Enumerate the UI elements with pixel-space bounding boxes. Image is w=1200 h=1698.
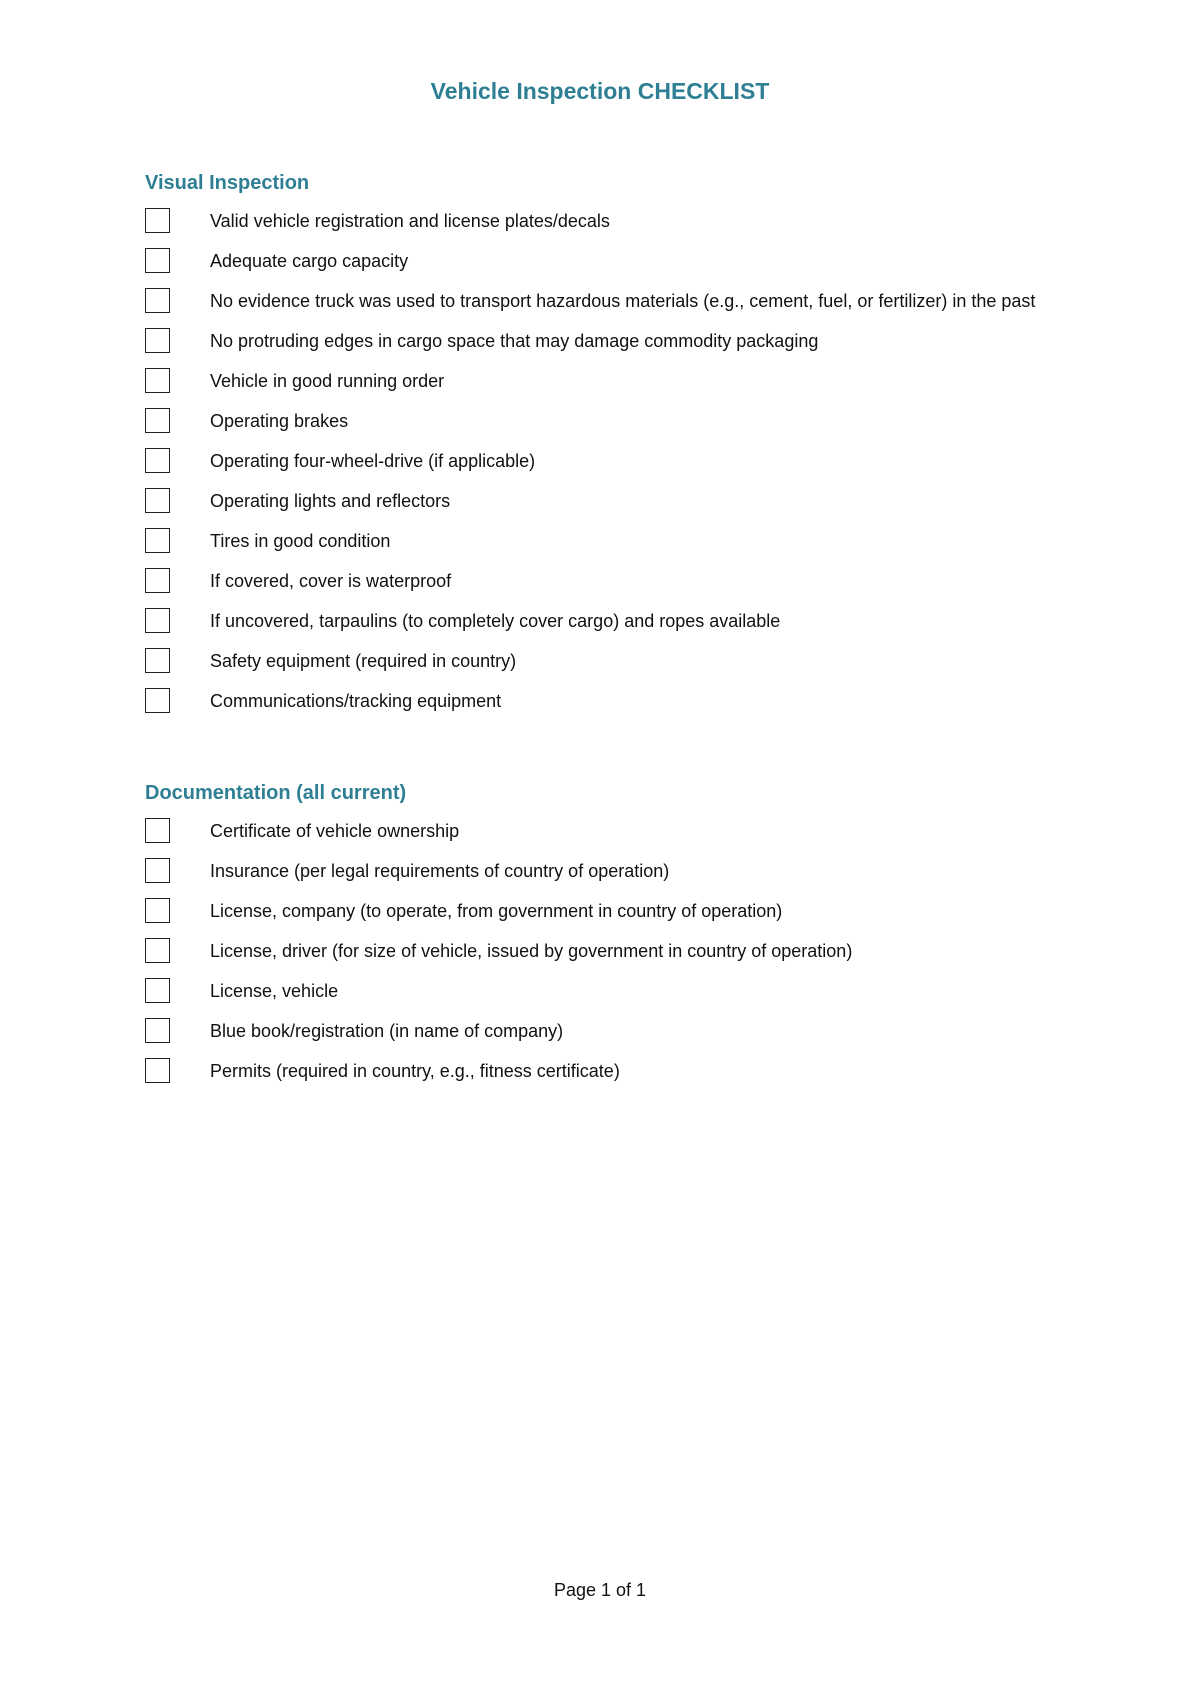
checklist-item-label: Vehicle in good running order — [210, 371, 445, 391]
checklist-item — [145, 287, 1075, 315]
checklist-item — [145, 447, 1075, 475]
checklist-item-label: Operating brakes — [210, 411, 349, 431]
checklist-item — [145, 207, 1075, 235]
checkbox[interactable] — [145, 568, 170, 593]
checkbox[interactable] — [145, 608, 170, 633]
checklist-item-label: If uncovered, tarpaulins (to completely cover cargo) and ropes available — [210, 611, 781, 631]
checkbox[interactable] — [145, 898, 170, 923]
checkbox[interactable] — [145, 368, 170, 393]
checkbox[interactable] — [145, 408, 170, 433]
checkbox[interactable] — [145, 328, 170, 353]
checkbox[interactable] — [145, 818, 170, 843]
checklist-item — [145, 367, 1075, 395]
checklist-item — [145, 1017, 1075, 1045]
checkbox[interactable] — [145, 688, 170, 713]
checklist-item — [145, 407, 1075, 435]
checkbox[interactable] — [145, 288, 170, 313]
checklist — [145, 207, 1075, 715]
checkbox[interactable] — [145, 648, 170, 673]
page-footer: Page 1 of 1 — [553, 1580, 647, 1600]
checklist — [145, 817, 1075, 1085]
checklist-item-label: License, driver (for size of vehicle, issued by government in country of operation) — [210, 941, 853, 961]
section-heading: Visual Inspection — [145, 172, 310, 194]
checklist-item-label: Blue book/registration (in name of company) — [210, 1021, 564, 1041]
checklist-item-label: No evidence truck was used to transport hazardous materials (e.g., cement, fuel, or fertilizer) in the past — [210, 291, 1036, 311]
checklist-item — [145, 937, 1075, 965]
section-heading: Documentation (all current) — [145, 782, 407, 804]
checklist-item-label: Certificate of vehicle ownership — [210, 821, 460, 841]
checklist-item — [145, 897, 1075, 925]
checklist-item — [145, 247, 1075, 275]
checkbox[interactable] — [145, 978, 170, 1003]
checklist-item-label: Insurance (per legal requirements of country of operation) — [210, 861, 670, 881]
checklist-item-label: If covered, cover is waterproof — [210, 571, 452, 591]
checkbox[interactable] — [145, 1018, 170, 1043]
checklist-item — [145, 857, 1075, 885]
checklist-item-label: Operating lights and reflectors — [210, 491, 451, 511]
section-visual-inspection — [145, 168, 1075, 727]
checkbox[interactable] — [145, 528, 170, 553]
checkbox[interactable] — [145, 858, 170, 883]
checklist-item-label: License, company (to operate, from government in country of operation) — [210, 901, 783, 921]
checklist-item-label: Adequate cargo capacity — [210, 251, 409, 271]
checklist-item-label: Communications/tracking equipment — [210, 691, 502, 711]
checklist-item — [145, 977, 1075, 1005]
checklist-item-label: Safety equipment (required in country) — [210, 651, 517, 671]
checklist-item-label: Operating four-wheel-drive (if applicable) — [210, 451, 536, 471]
checklist-item-label: Permits (required in country, e.g., fitness certificate) — [210, 1061, 620, 1081]
checkbox[interactable] — [145, 448, 170, 473]
checklist-item — [145, 1057, 1075, 1085]
checklist-item — [145, 527, 1075, 555]
checkbox[interactable] — [145, 938, 170, 963]
checklist-item — [145, 487, 1075, 515]
checklist-item-label: No protruding edges in cargo space that may damage commodity packaging — [210, 331, 819, 351]
checklist-item-label: License, vehicle — [210, 981, 339, 1001]
section-documentation — [145, 778, 1075, 1097]
checkbox[interactable] — [145, 488, 170, 513]
checkbox[interactable] — [145, 1058, 170, 1083]
checklist-item — [145, 607, 1075, 635]
checklist-item-label: Tires in good condition — [210, 531, 391, 551]
checklist-item-label: Valid vehicle registration and license plates/decals — [210, 211, 610, 231]
page-title: Vehicle Inspection CHECKLIST — [430, 78, 770, 104]
checklist-item — [145, 567, 1075, 595]
checklist-item — [145, 647, 1075, 675]
checkbox[interactable] — [145, 208, 170, 233]
checklist-item — [145, 327, 1075, 355]
checklist-item — [145, 687, 1075, 715]
checklist-item — [145, 817, 1075, 845]
checkbox[interactable] — [145, 248, 170, 273]
